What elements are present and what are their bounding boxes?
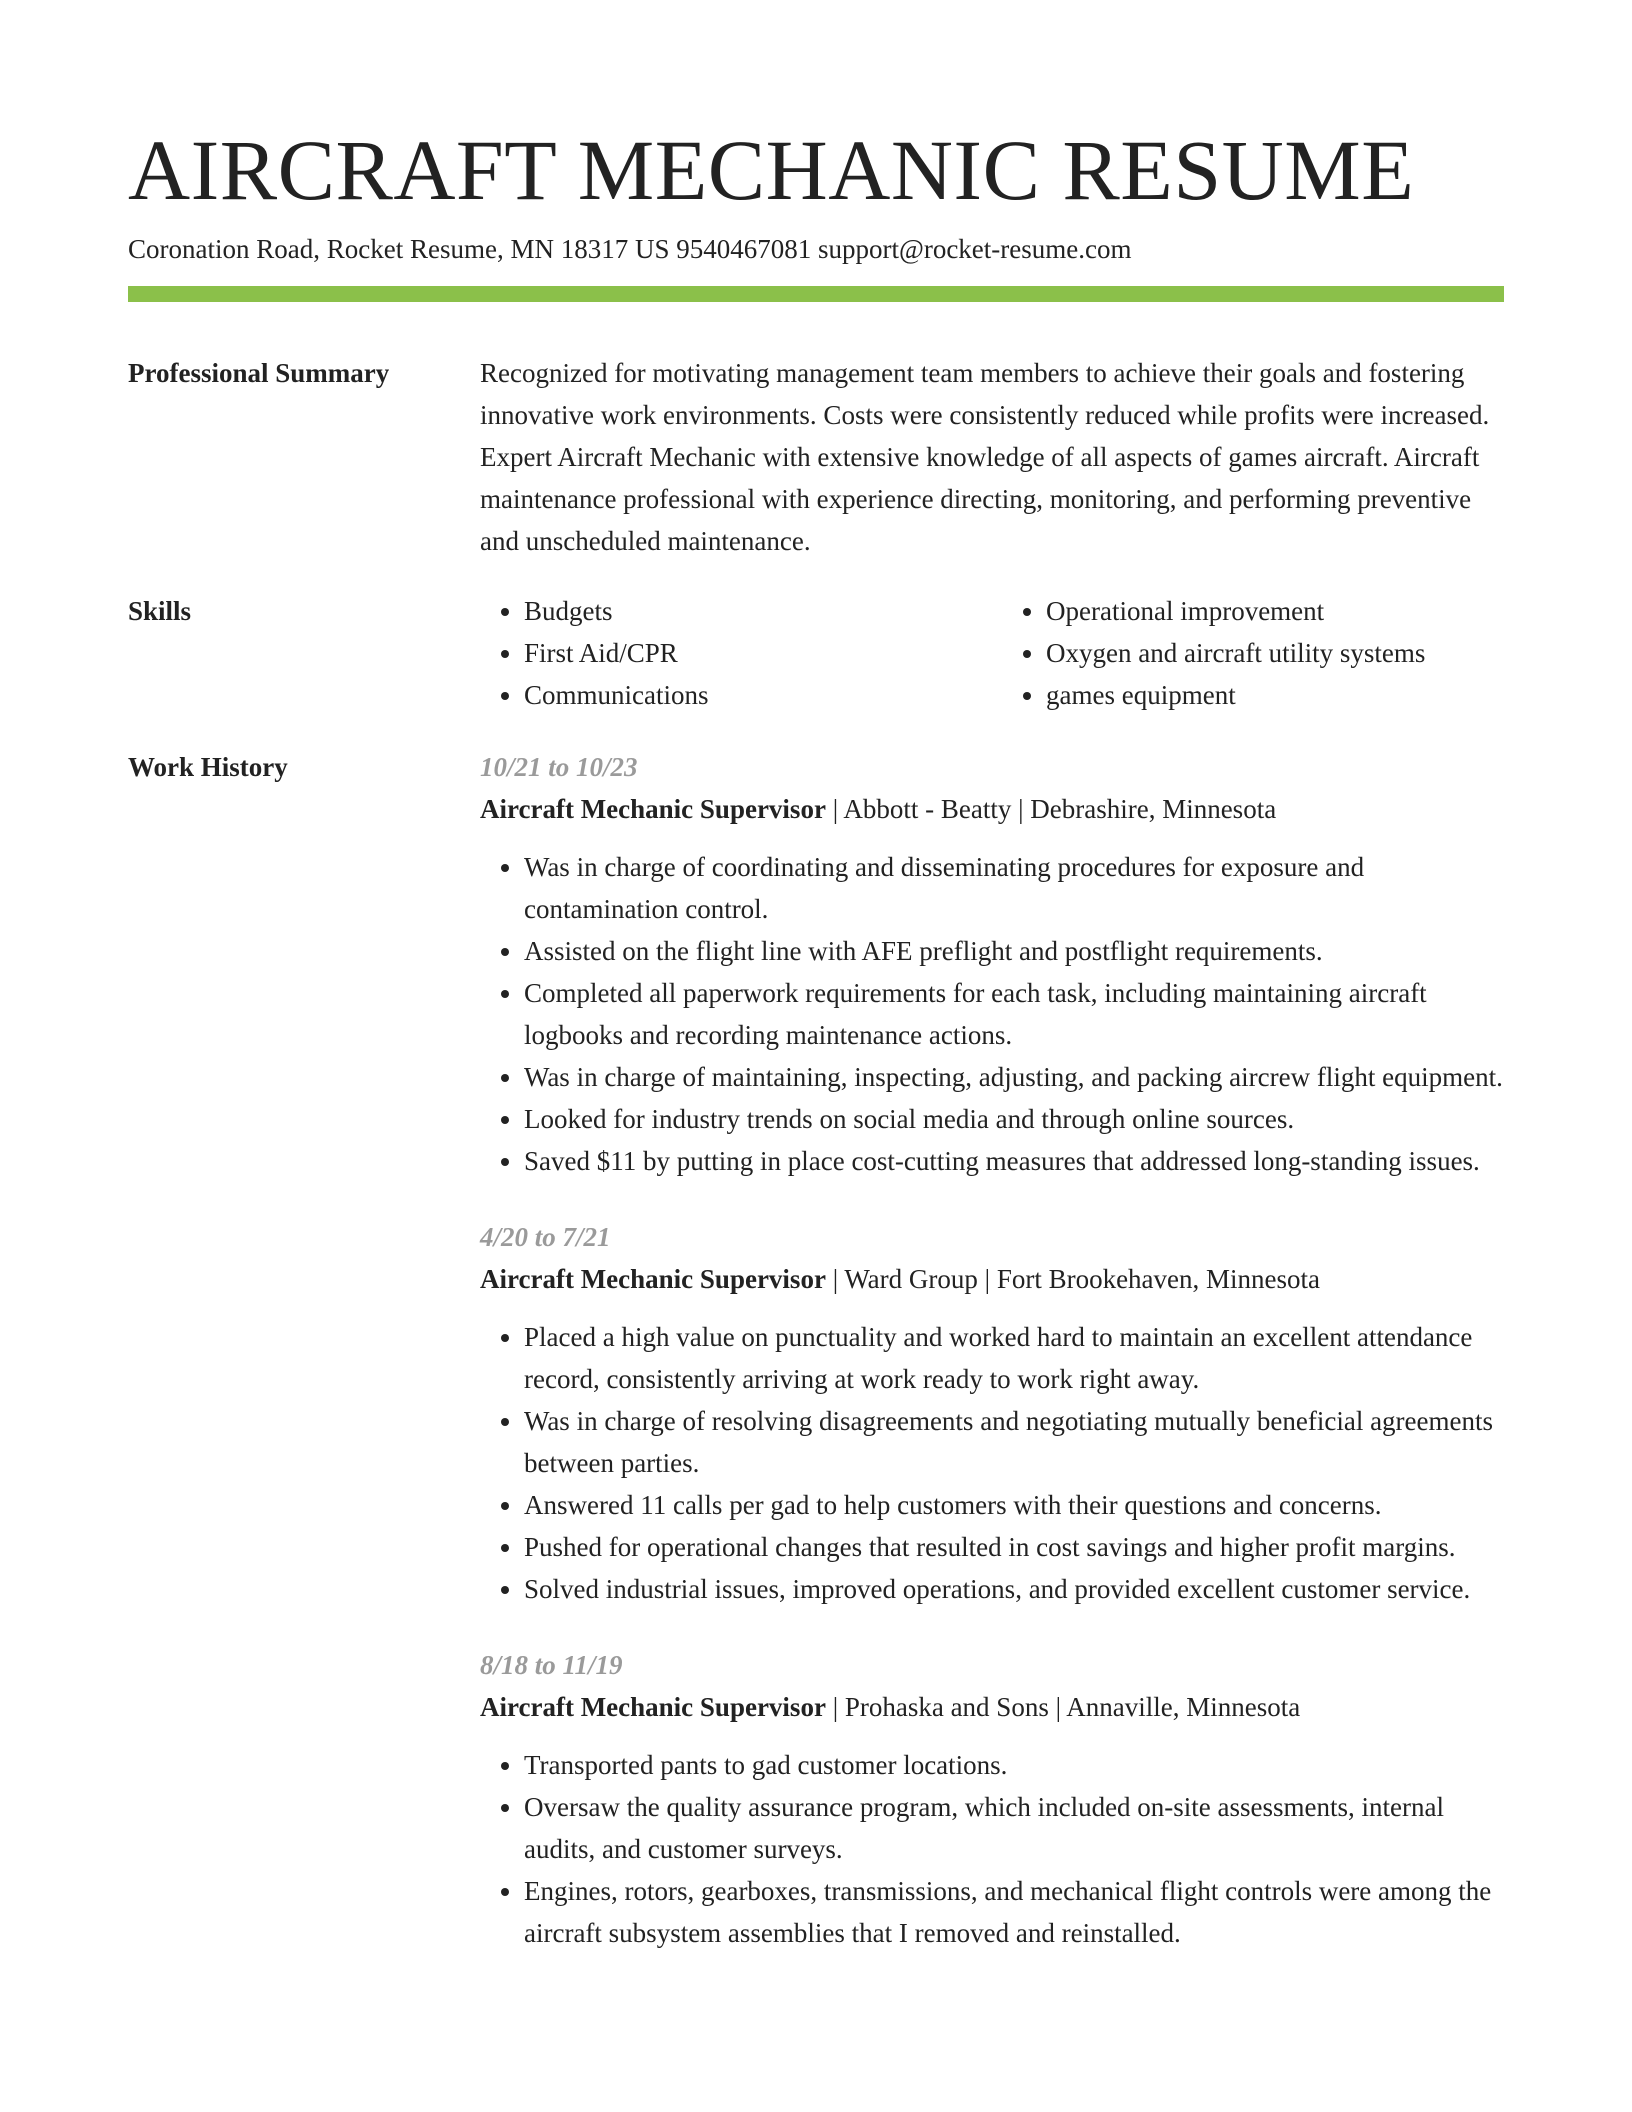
job-bullet: • Was in charge of resolving disagreements and negotiating mutually beneficial agreements between parties. — [524, 1400, 1504, 1484]
resume-title: AIRCRAFT MECHANIC RESUME — [128, 122, 1415, 218]
skill-item: • First Aid/CPR — [524, 632, 982, 674]
job-separator: | — [977, 1264, 997, 1294]
job-separator: | — [825, 1692, 845, 1722]
skills-section — [128, 590, 1504, 716]
summary-text: Recognized for motivating management team members to achieve their goals and fostering innovative work environments. Costs were consistently reduced while profits were increased. Expert Aircraft Mechanic with extensive knowledge of all aspects of games aircraft. Aircraft maintenance professional with experience directing, monitoring, and performing preventive and unscheduled maintenance. — [480, 358, 1490, 556]
job-bullet: • Engines, rotors, gearboxes, transmissions, and mechanical flight controls were among the aircraft subsystem assemblies that I removed and reinstalled. — [524, 1870, 1504, 1954]
job-bullet: • Solved industrial issues, improved operations, and provided excellent customer service. — [524, 1568, 1504, 1610]
work-history-section — [128, 746, 1504, 1988]
skill-item: • Oxygen and aircraft utility systems — [1046, 632, 1504, 674]
job-bullet: • Oversaw the quality assurance program, which included on-site assessments, internal audits, and customer surveys. — [524, 1786, 1504, 1870]
header-divider — [128, 286, 1504, 302]
skills-columns — [480, 590, 1504, 716]
job-bullet: • Looked for industry trends on social media and through online sources. — [524, 1098, 1504, 1140]
summary-heading: Professional Summary — [128, 358, 390, 388]
job-company: Abbott - Beatty — [843, 794, 1012, 824]
job-bullet: • Completed all paperwork requirements for each task, including maintaining aircraft logbooks and recording maintenance actions. — [524, 972, 1504, 1056]
skills-list-right — [982, 590, 1504, 716]
job-bullets — [480, 1744, 1504, 1954]
job-separator: | — [1011, 794, 1031, 824]
job-bullet: • Pushed for operational changes that resulted in cost savings and higher profit margins. — [524, 1526, 1504, 1568]
job-entry — [480, 1644, 1504, 1954]
summary-body — [480, 352, 1504, 562]
summary-section — [128, 352, 1504, 562]
job-entry — [480, 1216, 1504, 1610]
skill-item: • Operational improvement — [1046, 590, 1504, 632]
job-bullet: • Placed a high value on punctuality and worked hard to maintain an excellent attendance record, consistently arriving at work ready to work right away. — [524, 1316, 1504, 1400]
job-bullet: • Assisted on the flight line with AFE preflight and postflight requirements. — [524, 930, 1504, 972]
job-location: Fort Brookehaven, Minnesota — [996, 1264, 1321, 1294]
job-header — [480, 1686, 1504, 1728]
job-bullet: • Was in charge of coordinating and disseminating procedures for exposure and contamination control. — [524, 846, 1504, 930]
job-location: Debrashire, Minnesota — [1030, 794, 1277, 824]
job-dates: 10/21 to 10/23 — [480, 752, 638, 782]
skill-item: • Budgets — [524, 590, 982, 632]
work-history-body — [480, 746, 1504, 1988]
contact-line: Coronation Road, Rocket Resume, MN 18317 US 9540467081 support@rocket-resume.com — [128, 234, 1132, 264]
job-title: Aircraft Mechanic Supervisor — [480, 1264, 826, 1294]
job-company: Ward Group — [844, 1264, 978, 1294]
job-separator: | — [825, 1264, 845, 1294]
job-company: Prohaska and Sons — [844, 1692, 1049, 1722]
job-header — [480, 1258, 1504, 1300]
skill-item: • games equipment — [1046, 674, 1504, 716]
job-bullets — [480, 846, 1504, 1182]
job-dates: 8/18 to 11/19 — [480, 1650, 623, 1680]
work-history-heading: Work History — [128, 752, 288, 782]
job-header — [480, 788, 1504, 830]
skill-item: • Communications — [524, 674, 982, 716]
job-bullet: • Transported pants to gad customer locations. — [524, 1744, 1504, 1786]
job-separator: | — [1048, 1692, 1067, 1722]
job-location: Annaville, Minnesota — [1066, 1692, 1301, 1722]
job-dates: 4/20 to 7/21 — [480, 1222, 611, 1252]
skills-heading: Skills — [128, 596, 192, 626]
resume-page — [128, 0, 1504, 1988]
job-bullet: • Was in charge of maintaining, inspecting, adjusting, and packing aircrew flight equipment. — [524, 1056, 1504, 1098]
job-title: Aircraft Mechanic Supervisor — [480, 794, 826, 824]
job-bullets — [480, 1316, 1504, 1610]
job-bullet: • Answered 11 calls per gad to help customers with their questions and concerns. — [524, 1484, 1504, 1526]
job-entry — [480, 746, 1504, 1182]
skills-list-left — [480, 590, 982, 716]
job-separator: | — [825, 794, 844, 824]
job-bullet: • Saved $11 by putting in place cost-cutting measures that addressed long-standing issues. — [524, 1140, 1504, 1182]
job-title: Aircraft Mechanic Supervisor — [480, 1692, 826, 1722]
